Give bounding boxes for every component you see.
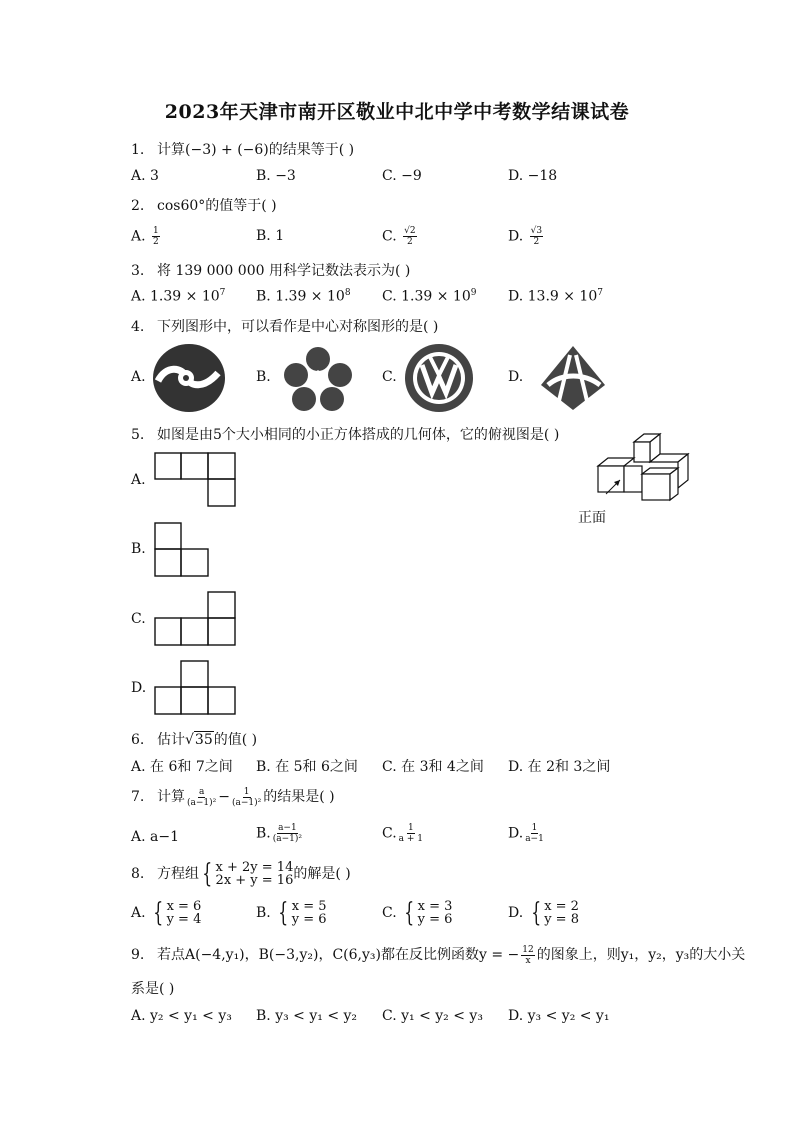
q5-option-d[interactable]: D.: [131, 680, 147, 696]
question-9-cont: 系是( ): [131, 981, 175, 997]
q8-option-d[interactable]: D. { x = 2 y = 8: [508, 898, 579, 928]
question-3: 3. 将 139 000 000 用科学记数法表示为( ): [131, 263, 411, 279]
q6-option-b[interactable]: B. 在 5和 6之间: [256, 759, 358, 775]
question-5: 5. 如图是由5个大小相同的小正方体搭成的几何体，它的俯视图是( ): [131, 427, 560, 443]
cube-stack-figure: [594, 432, 694, 502]
q5-option-a[interactable]: A.: [131, 472, 146, 488]
q6-option-a[interactable]: A. 在 6和 7之间: [131, 759, 233, 775]
q3-option-b[interactable]: B. $1.39 \times 10^8$: [256, 288, 351, 305]
q6-option-d[interactable]: D. 在 2和 3之间: [508, 759, 611, 775]
q5-grid-c: [154, 591, 238, 647]
front-view-label: 正面: [578, 510, 606, 526]
q1-option-b[interactable]: B. −3: [256, 168, 296, 184]
q5-grid-b: [154, 522, 212, 578]
q3-option-a[interactable]: A. $1.39 \times 10^7$: [131, 288, 226, 305]
question-8: 8. 方程组 { x + 2y = 14 2x + y = 16 的解是( ): [131, 859, 351, 889]
q9-option-b[interactable]: B. y₃ < y₁ < y₂: [256, 1008, 358, 1024]
q2-option-b[interactable]: B. 1: [256, 228, 285, 244]
q5-grid-d: [154, 660, 238, 716]
question-1: 1. 计算(−3) + (−6)的结果等于( ): [131, 142, 355, 158]
question-2: 2. cos60°的值等于( ): [131, 198, 277, 214]
question-6: 6. 估计√35的值( ): [131, 732, 258, 748]
q4-option-d[interactable]: D.: [508, 369, 524, 385]
q7-option-a[interactable]: A. a−1: [131, 829, 179, 845]
q5-option-c[interactable]: C.: [131, 611, 146, 627]
q1-option-c[interactable]: C. −9: [382, 168, 422, 184]
q3-option-c[interactable]: C. $1.39 \times 10^9$: [382, 288, 477, 305]
swirl-logo-icon: [152, 343, 226, 413]
question-4: 4. 下列图形中，可以看作是中心对称图形的是( ): [131, 319, 439, 335]
q3-option-d[interactable]: D. $13.9 \times 10^7$: [508, 288, 603, 305]
q7-option-d[interactable]: D. $\frac{1}{a-1}$: [508, 823, 544, 844]
q4-option-a[interactable]: A.: [131, 369, 146, 385]
q8-option-c[interactable]: C. { x = 3 y = 6: [382, 898, 453, 928]
q8-option-b[interactable]: B. { x = 5 y = 6: [256, 898, 327, 928]
q2-option-d[interactable]: D. $\frac{√3}{2}$: [508, 226, 543, 247]
q1-option-a[interactable]: A. 3: [131, 168, 159, 184]
q7-option-c[interactable]: C. $\frac{1}{a + 1}$: [382, 823, 424, 844]
page-title: 2023年天津市南开区敬业中北中学中考数学结课试卷: [164, 101, 630, 123]
q7-option-b[interactable]: B. $\frac{a-1}{\text{(a−1)²}}$: [256, 823, 303, 844]
q5-option-b[interactable]: B.: [131, 541, 146, 557]
q9-option-d[interactable]: D. y₃ < y₂ < y₁: [508, 1008, 610, 1024]
q4-option-b[interactable]: B.: [256, 369, 271, 385]
pentagon-flower-icon: [283, 346, 353, 412]
q9-option-c[interactable]: C. y₁ < y₂ < y₃: [382, 1008, 483, 1024]
q8-option-a[interactable]: A. { x = 6 y = 4: [131, 898, 202, 928]
q6-option-c[interactable]: C. 在 3和 4之间: [382, 759, 484, 775]
q2-option-c[interactable]: C. $\frac{√2}{2}$: [382, 226, 416, 247]
q9-option-a[interactable]: A. y₂ < y₁ < y₃: [131, 1008, 232, 1024]
q2-option-a[interactable]: A. $\frac{1}{2}$: [131, 226, 159, 247]
question-7: 7. 计算 $\frac{a}{\text{(a−1)²}}$ − $\frac{1}{\text{(a−1)²}}$ 的结果是( ): [131, 786, 335, 808]
question-9: 9. 若点A(−4,y₁)，B(−3,y₂)，C(6,y₃)都在反比例函数y = − $\frac{12}{x}$ 的图象上，则y₁，y₂，y₃的大小关: [131, 944, 746, 966]
vw-logo-icon: [404, 343, 474, 413]
arrow-tent-logo-icon: [540, 345, 606, 411]
q5-grid-a: [154, 452, 238, 508]
q1-option-d[interactable]: D. −18: [508, 168, 558, 184]
q4-option-c[interactable]: C.: [382, 369, 397, 385]
